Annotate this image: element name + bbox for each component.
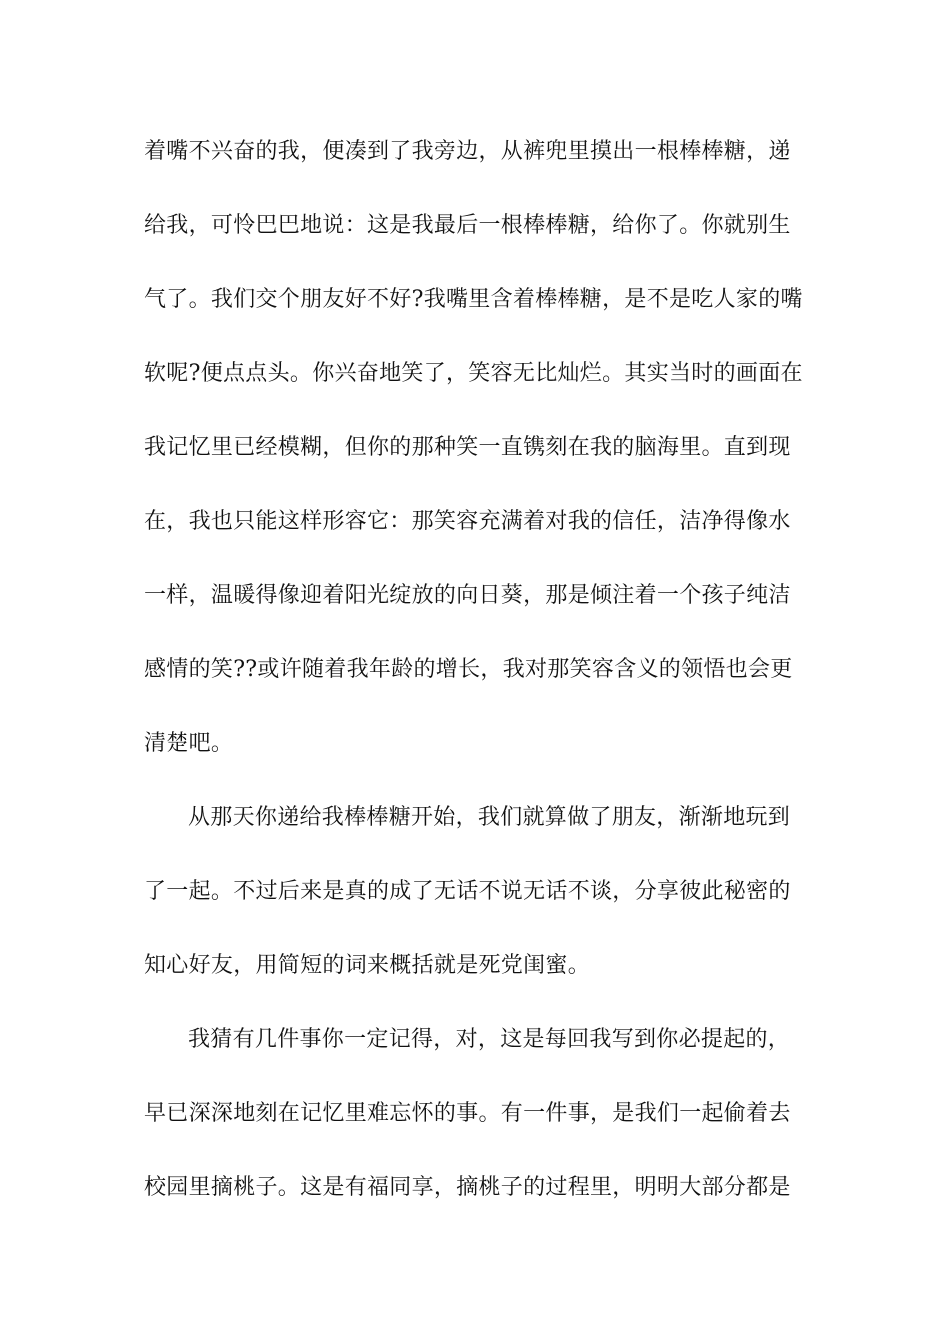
body-text bbox=[144, 132, 806, 1242]
text-line: 了一起。不过后来是真的成了无话不说无话不谈，分享彼此秘密的 bbox=[144, 879, 791, 904]
paragraph-start-line: 我猜有几件事你一定记得，对，这是每回我写到你必提起的， bbox=[188, 1027, 791, 1052]
text-line: 软呢?便点点头。你兴奋地笑了，笑容无比灿烂。其实当时的画面在 bbox=[144, 361, 803, 386]
text-line: 着嘴不兴奋的我，便凑到了我旁边，从裤兜里摸出一根棒棒糖，递 bbox=[144, 139, 791, 164]
paragraph-start-line: 从那天你递给我棒棒糖开始，我们就算做了朋友，渐渐地玩到 bbox=[188, 805, 791, 830]
text-line: 知心好友，用简短的词来概括就是死党闺蜜。 bbox=[144, 953, 591, 978]
text-line: 我记忆里已经模糊，但你的那种笑一直镌刻在我的脑海里。直到现 bbox=[144, 435, 791, 460]
text-line: 给我，可怜巴巴地说：这是我最后一根棒棒糖，给你了。你就别生 bbox=[144, 213, 791, 238]
text-line: 气了。我们交个朋友好不好?我嘴里含着棒棒糖，是不是吃人家的嘴 bbox=[144, 287, 803, 312]
text-line: 感情的笑??或许随着我年龄的增长，我对那笑容含义的领悟也会更 bbox=[144, 657, 793, 682]
text-line: 在，我也只能这样形容它：那笑容充满着对我的信任，洁净得像水 bbox=[144, 509, 791, 534]
text-line: 清楚吧。 bbox=[144, 731, 234, 756]
text-line: 早已深深地刻在记忆里难忘怀的事。有一件事，是我们一起偷着去 bbox=[144, 1101, 791, 1126]
text-line: 一样，温暖得像迎着阳光绽放的向日葵，那是倾注着一个孩子纯洁 bbox=[144, 583, 791, 608]
text-line: 校园里摘桃子。这是有福同享，摘桃子的过程里，明明大部分都是 bbox=[144, 1175, 791, 1200]
